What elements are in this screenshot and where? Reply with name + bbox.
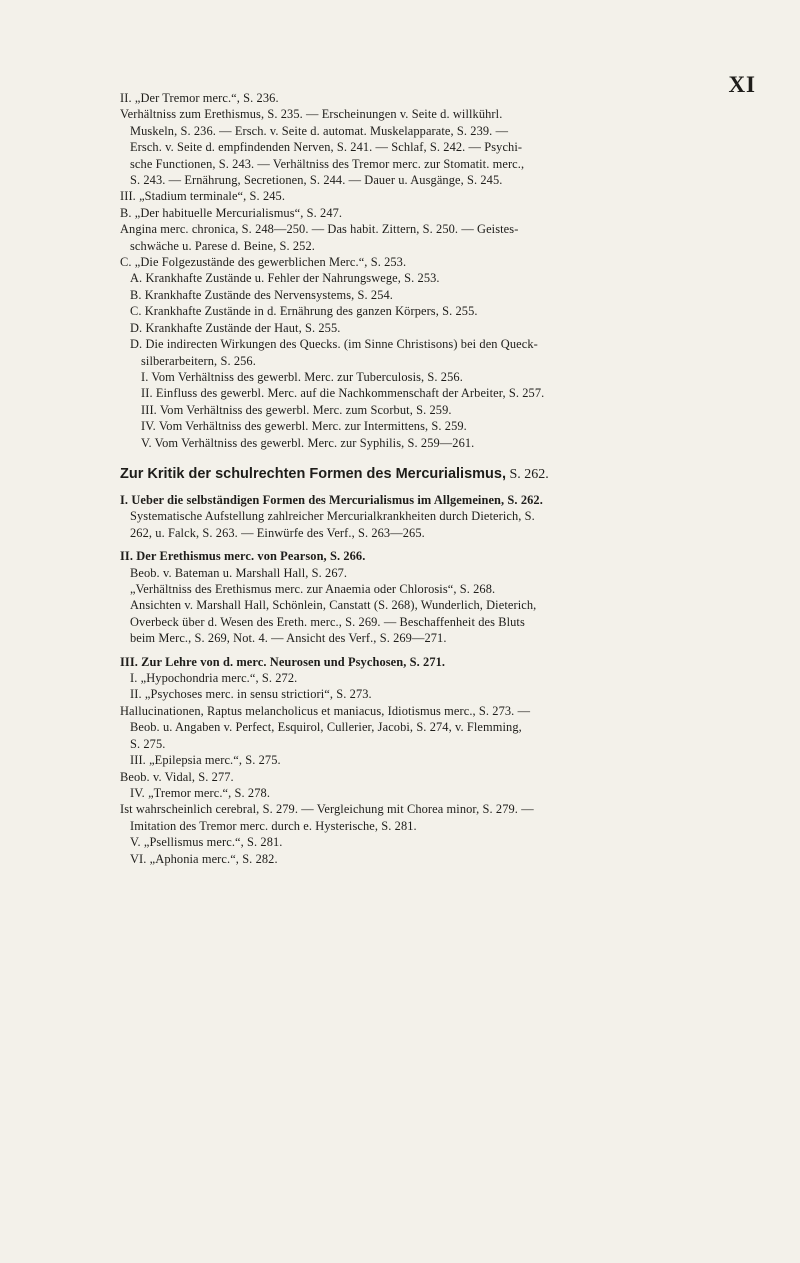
toc-line: „Verhältniss des Erethismus merc. zur Anaemia oder Chlorosis“, S. 268. [130,582,496,597]
toc-line: Verhältniss zum Erethismus, S. 235. — Erscheinungen v. Seite d. willkührl. [120,107,503,122]
toc-line: silberarbeitern, S. 256. [141,353,256,368]
toc-line: Ist wahrscheinlich cerebral, S. 279. — Vergleichung mit Chorea minor, S. 279. — [120,802,534,817]
toc-line: VI. „Aphonia merc.“, S. 282. [130,851,278,866]
toc-line: II. Einfluss des gewerbl. Merc. auf die Nachkommenschaft der Arbeiter, S. 257. [141,386,545,401]
toc-line: II. „Psychoses merc. in sensu strictiori“, S. 273. [130,687,372,702]
toc-line: Imitation des Tremor merc. durch e. Hysterische, S. 281. [130,818,417,833]
section-heading-title: Zur Kritik der schulrechten Formen des Mercurialismus, [120,466,506,482]
toc-line: beim Merc., S. 269, Not. 4. — Ansicht des Verf., S. 269—271. [130,631,447,646]
toc-line: Muskeln, S. 236. — Ersch. v. Seite d. automat. Muskelapparate, S. 239. — [130,123,509,138]
toc-line: II. „Der Tremor merc.“, S. 236. [120,91,279,105]
section-heading-wrap [120,462,742,489]
toc-line: Ersch. v. Seite d. empfindenden Nerven, S. 241. — Schlaf, S. 242. — Psychi- [130,140,523,155]
toc-line: III. „Epilepsia merc.“, S. 275. [130,753,281,768]
toc-line: C. „Die Folgezustände des gewerblichen Merc.“, S. 253. [120,255,407,270]
toc-line: B. Krankhafte Zustände des Nervensystems, S. 254. [130,287,393,302]
toc-line: sche Functionen, S. 243. — Verhältniss des Tremor merc. zur Stomatit. merc., [130,156,525,171]
toc-section-part2 [120,492,742,867]
toc-line: V. „Psellismus merc.“, S. 281. [130,835,283,850]
toc-line: Beob. v. Bateman u. Marshall Hall, S. 267. [130,565,348,580]
toc-line: C. Krankhafte Zustände in d. Ernährung des ganzen Körpers, S. 255. [130,304,478,319]
toc-line: B. „Der habituelle Mercurialismus“, S. 247. [120,205,343,220]
toc-line: Hallucinationen, Raptus melancholicus et maniacus, Idiotismus merc., S. 273. — [120,703,531,718]
toc-line: IV. Vom Verhältniss des gewerbl. Merc. zur Intermittens, S. 259. [141,419,467,434]
toc-line: Ansichten v. Marshall Hall, Schönlein, Canstatt (S. 268), Wunderlich, Dieterich, [130,598,537,613]
toc-line: Overbeck über d. Wesen des Ereth. merc., S. 269. — Beschaffenheit des Bluts [130,614,525,629]
toc-line: 262, u. Falck, S. 263. — Einwürfe des Verf., S. 263—265. [130,525,425,540]
toc-line: S. 275. [130,736,166,751]
spacer [120,647,742,654]
toc-section-title: III. Zur Lehre von d. merc. Neurosen und Psychosen, S. 271. [120,654,446,669]
toc-line: Beob. u. Angaben v. Perfect, Esquirol, Cullerier, Jacobi, S. 274, v. Flemming, [130,720,522,735]
toc-line: Systematische Aufstellung zahlreicher Mercurialkrankheiten durch Dieterich, S. [130,509,535,524]
toc-line: S. 243. — Ernährung, Secretionen, S. 244. — Dauer u. Ausgänge, S. 245. [130,173,503,188]
toc-line: Angina merc. chronica, S. 248—250. — Das habit. Zittern, S. 250. — Geistes- [120,222,519,237]
page-number: XI [728,72,756,97]
toc-line: I. „Hypochondria merc.“, S. 272. [130,671,298,686]
toc-line: IV. „Tremor merc.“, S. 278. [130,785,271,800]
toc-line: III. Vom Verhältniss des gewerbl. Merc. zum Scorbut, S. 259. [141,402,452,417]
toc-section-part1 [120,90,742,451]
toc-line: D. Krankhafte Zustände der Haut, S. 255. [130,320,341,335]
section-heading-page: S. 262. [509,467,549,482]
toc-line: III. „Stadium terminale“, S. 245. [120,189,286,204]
toc-line: Beob. v. Vidal, S. 277. [120,769,234,784]
toc-line: V. Vom Verhältniss des gewerbl. Merc. zur Syphilis, S. 259—261. [141,435,475,450]
toc-line: I. Vom Verhältniss des gewerbl. Merc. zur Tuberculosis, S. 256. [141,369,463,384]
toc-line: D. Die indirecten Wirkungen des Quecks. (im Sinne Christisons) bei den Queck- [130,337,538,352]
section-heading [120,464,742,485]
toc-line: A. Krankhafte Zustände u. Fehler der Nahrungswege, S. 253. [130,271,440,286]
toc-line: schwäche u. Parese d. Beine, S. 252. [130,238,315,253]
toc-section-title: II. Der Erethismus merc. von Pearson, S. 266. [120,549,366,564]
spacer [120,541,742,548]
toc-section-title: I. Ueber die selbständigen Formen des Mercurialismus im Allgemeinen, S. 262. [120,493,543,507]
